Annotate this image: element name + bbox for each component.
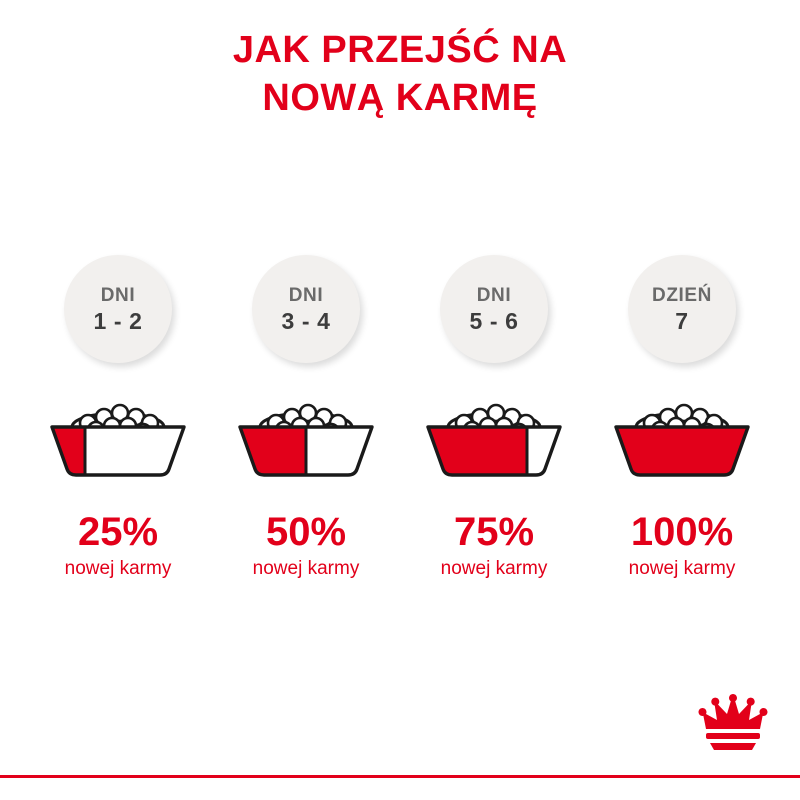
day-badge-wrap-4 [594, 255, 770, 375]
step-2 [218, 255, 394, 581]
bowl-wrap-3 [406, 389, 582, 489]
dog-food-bowl-icon [226, 389, 386, 481]
day-badge-3 [440, 255, 548, 363]
bowl-body-3 [428, 425, 560, 481]
percent-caption-1: nowej karmy [64, 558, 172, 579]
day-badge-4 [628, 255, 736, 363]
percent-value-2: 50% [265, 510, 347, 554]
percent-caption-3: nowej karmy [440, 558, 548, 579]
bowl-body-1 [52, 425, 184, 481]
step-3 [406, 255, 582, 581]
day-badge-wrap-3 [406, 255, 582, 375]
day-badge-value-3: 5 - 6 [469, 307, 519, 334]
dog-food-bowl-icon [38, 389, 198, 481]
day-badge-wrap-1 [30, 255, 206, 375]
royal-canin-crown-logo [690, 688, 776, 754]
bowl-wrap-4 [594, 389, 770, 489]
day-badge-label-3: DNI [476, 284, 512, 306]
percent-value-1: 25% [77, 510, 159, 554]
bowl-body-2 [240, 425, 372, 481]
step-4 [594, 255, 770, 581]
dog-food-bowl-icon [414, 389, 574, 481]
day-badge-label-2: DNI [288, 284, 324, 306]
bowl-body-4 [616, 425, 748, 481]
percent-value-3: 75% [453, 510, 535, 554]
dog-food-bowl-icon [602, 389, 762, 481]
percent-value-4: 100% [630, 510, 734, 554]
day-badge-label-1: DNI [100, 284, 136, 306]
day-badge-value-1: 1 - 2 [93, 307, 143, 334]
bowl-wrap-1 [30, 389, 206, 489]
footer-red-rule [0, 775, 800, 778]
day-badge-wrap-2 [218, 255, 394, 375]
day-badge-value-2: 3 - 4 [281, 307, 331, 334]
day-badge-2 [252, 255, 360, 363]
page-title-line-2: NOWĄ KARMĘ [262, 77, 538, 119]
day-badge-1 [64, 255, 172, 363]
percent-caption-2: nowej karmy [252, 558, 360, 579]
percent-caption-4: nowej karmy [628, 558, 736, 579]
day-badge-label-4: DZIEŃ [652, 284, 712, 306]
transition-steps [30, 255, 770, 581]
step-1 [30, 255, 206, 581]
page-title-line-1: JAK PRZEJŚĆ NA [232, 29, 568, 71]
page-title [0, 26, 800, 122]
day-badge-value-4: 7 [675, 307, 689, 334]
bowl-wrap-2 [218, 389, 394, 489]
